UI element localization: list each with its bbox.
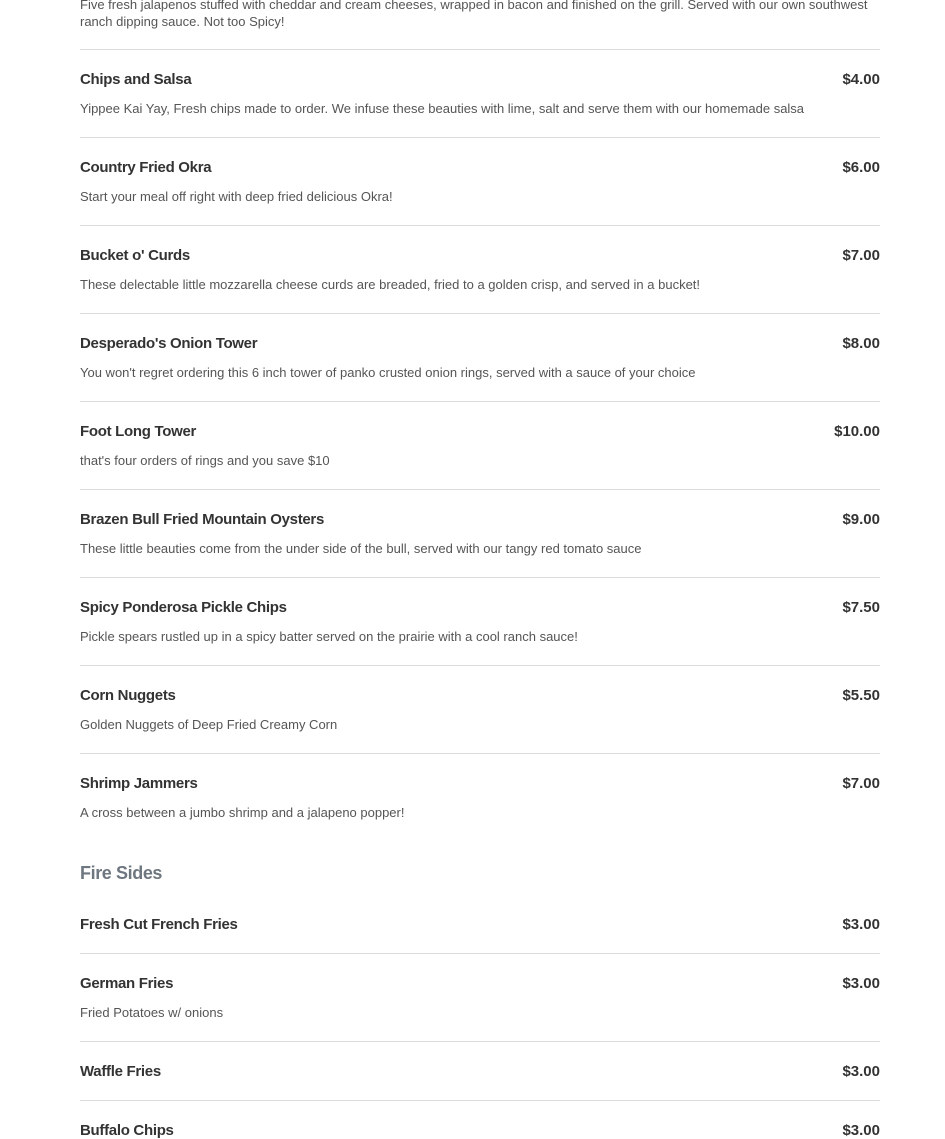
menu-item	[80, 578, 880, 666]
item-name: Foot Long Tower	[80, 423, 197, 440]
item-name: Shrimp Jammers	[80, 775, 198, 792]
menu-item	[80, 1101, 880, 1139]
section-title: Fire Sides	[80, 863, 163, 883]
item-name: Buffalo Chips	[80, 1122, 174, 1139]
item-price: $3.00	[842, 1122, 880, 1139]
item-name: Chips and Salsa	[80, 71, 192, 88]
menu-item	[80, 954, 880, 1042]
item-name: Brazen Bull Fried Mountain Oysters	[80, 511, 325, 528]
item-name: German Fries	[80, 975, 174, 992]
item-price: $6.00	[842, 159, 880, 176]
item-description: that's four orders of rings and you save $10	[80, 453, 330, 468]
item-price: $3.00	[842, 975, 880, 992]
item-price: $4.00	[842, 71, 880, 88]
menu-item	[80, 314, 880, 402]
item-price: $7.00	[842, 775, 880, 792]
item-name: Bucket o' Curds	[80, 247, 190, 264]
item-description: These delectable little mozzarella cheese curds are breaded, fried to a golden crisp, and served in a bucket!	[80, 277, 701, 292]
item-description: These little beauties come from the under side of the bull, served with our tangy red tomato sauce	[80, 541, 642, 556]
menu-item	[80, 138, 880, 226]
item-price: $3.00	[842, 916, 880, 933]
item-description: Start your meal off right with deep fried delicious Okra!	[80, 189, 393, 204]
item-price: $7.50	[842, 599, 880, 616]
menu-item	[80, 226, 880, 314]
menu-list	[80, 0, 880, 1139]
menu-item	[80, 666, 880, 754]
item-description: Yippee Kai Yay, Fresh chips made to order. We infuse these beauties with lime, salt and serve them with our homemade salsa	[80, 101, 805, 116]
item-price: $3.00	[842, 1063, 880, 1080]
item-name: Spicy Ponderosa Pickle Chips	[80, 599, 287, 616]
item-description: Fried Potatoes w/ onions	[80, 1005, 224, 1020]
item-name: Fresh Cut French Fries	[80, 916, 238, 933]
item-price: $9.00	[842, 511, 880, 528]
menu-item	[80, 754, 880, 841]
item-price: $5.50	[842, 687, 880, 704]
item-description: A cross between a jumbo shrimp and a jalapeno popper!	[80, 805, 405, 820]
menu-item	[80, 50, 880, 138]
menu-item	[80, 402, 880, 490]
item-description: Five fresh jalapenos stuffed with cheddar and cream cheeses, wrapped in bacon and finished on the grill. Served with our own southwest ranch dipping sauce. Not too Spicy!	[80, 0, 880, 50]
item-price: $10.00	[834, 423, 880, 440]
item-description: You won't regret ordering this 6 inch tower of panko crusted onion rings, served with a sauce of your choice	[80, 365, 696, 380]
item-name: Waffle Fries	[80, 1063, 161, 1080]
item-description: Golden Nuggets of Deep Fried Creamy Corn	[80, 717, 338, 732]
item-name: Desperado's Onion Tower	[80, 335, 258, 352]
menu-item	[80, 490, 880, 578]
item-name: Corn Nuggets	[80, 687, 176, 704]
item-description: Pickle spears rustled up in a spicy batter served on the prairie with a cool ranch sauce!	[80, 629, 578, 644]
item-name: Country Fried Okra	[80, 159, 212, 176]
menu-item	[80, 1042, 880, 1101]
menu-item	[80, 894, 880, 954]
item-price: $7.00	[842, 247, 880, 264]
item-price: $8.00	[842, 335, 880, 352]
